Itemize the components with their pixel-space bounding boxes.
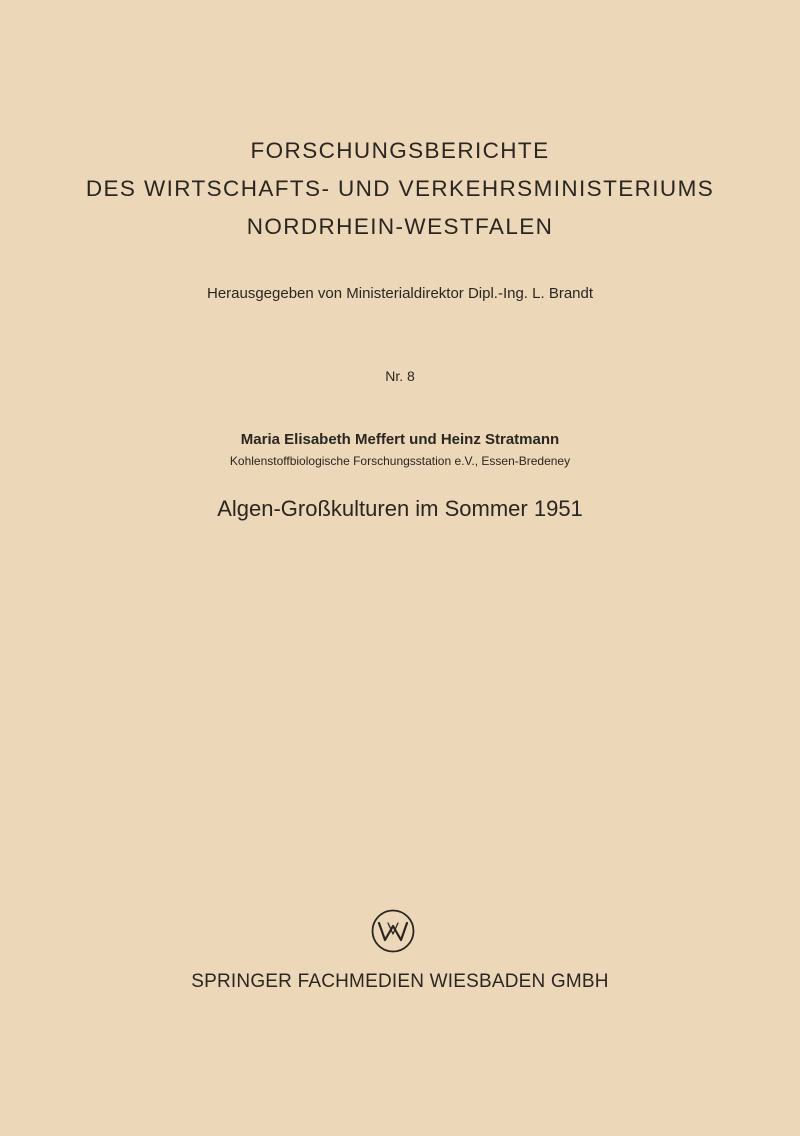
series-title-line-2: DES WIRTSCHAFTS- UND VERKEHRSMINISTERIUMS <box>85 176 715 201</box>
report-number: Nr. 8 <box>385 368 415 384</box>
editor-credit: Herausgegeben von Ministerialdirektor Dipl.-Ing. L. Brandt <box>206 285 594 302</box>
author-institution: Kohlenstoffbiologische Forschungsstation e.V., Essen-Bredeney <box>229 454 571 468</box>
series-title-line-3: NORDRHEIN-WESTFALEN <box>246 214 554 239</box>
springer-fachmedien-w-logo-icon <box>371 909 415 953</box>
author-names: Maria Elisabeth Meffert und Heinz Stratmann <box>240 431 560 448</box>
publication-title: Algen-Großkulturen im Sommer 1951 <box>217 496 583 521</box>
series-title-line-1: FORSCHUNGSBERICHTE <box>250 138 550 163</box>
publisher-name: SPRINGER FACHMEDIEN WIESBADEN GMBH <box>191 971 609 992</box>
